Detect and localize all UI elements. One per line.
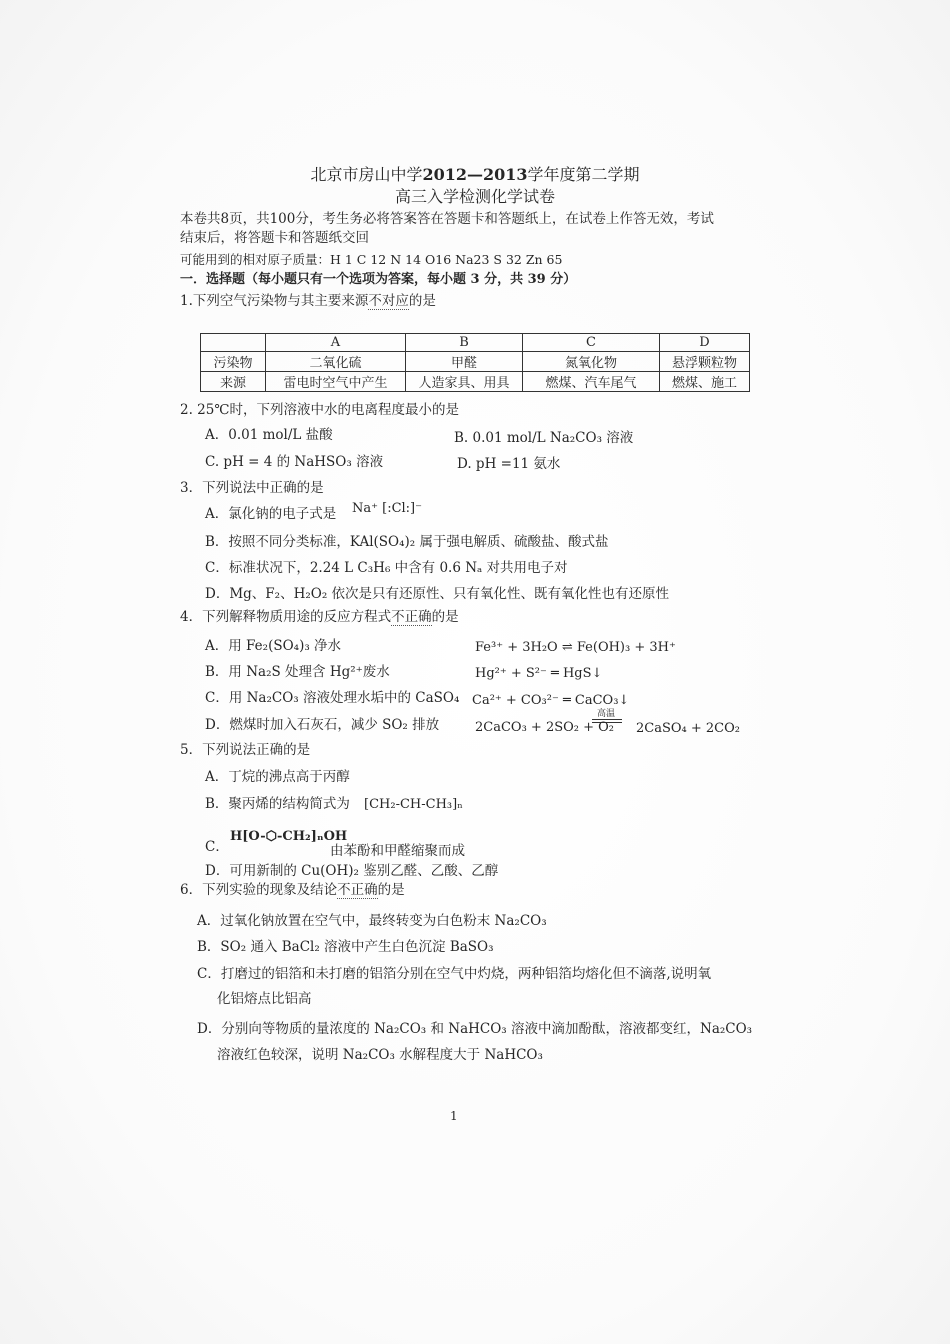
q1-table xyxy=(200,333,750,392)
q4-stem-part-a: 4．下列解释物质用途的反应方程式 xyxy=(180,609,392,625)
q4-stem-part-b: 的是 xyxy=(431,609,459,625)
table-cell: 燃煤、汽车尾气 xyxy=(523,372,660,392)
table-cell: 甲醛 xyxy=(406,352,523,372)
q4-option-c: C．用 Na₂CO₃ 溶液处理水垢中的 CaSO₄ xyxy=(205,690,460,706)
table-header-cell xyxy=(201,334,266,352)
q4-stem-emphasis: 不正确 xyxy=(391,609,432,625)
table-row xyxy=(201,352,750,372)
q5-option-c-label: C． xyxy=(205,839,229,855)
table-header-cell: D xyxy=(660,334,750,352)
page-number: 1 xyxy=(450,1109,458,1123)
q5-polypropylene-formula: [CH₂-CH-CH₃]ₙ xyxy=(364,797,463,812)
q3-option-c: C．标准状况下，2.24 L C₃H₆ 中含有 0.6 Nₐ 对共用电子对 xyxy=(205,560,568,576)
table-cell: 雷电时空气中产生 xyxy=(266,372,406,392)
q1-stem xyxy=(180,292,436,310)
q5-option-d: D．可用新制的 Cu(OH)₂ 鉴别乙醛、乙酸、乙醇 xyxy=(205,863,499,879)
instructions-line1: 本卷共8页，共100分，考生务必将答案答在答题卡和答题纸上，在试卷上作答无效，考试 xyxy=(180,211,714,227)
q6-option-c-line2: 化铝熔点比铝高 xyxy=(217,991,312,1007)
section1-heading: 一．选择题（每小题只有一个选项为答案，每小题 3 分，共 39 分） xyxy=(180,272,577,287)
q3-option-a: A．氯化钠的电子式是 xyxy=(205,506,337,522)
q4-equation-d-right: 2CaSO₄ + 2CO₂ xyxy=(636,721,740,736)
q4-equation-d-left: 2CaCO₃ + 2SO₂ + O₂ xyxy=(475,720,615,735)
q4-stem xyxy=(180,608,459,626)
q5-option-a: A．丁烷的沸点高于丙醇 xyxy=(205,769,350,785)
q5-option-b: B．聚丙烯的结构简式为 xyxy=(205,796,350,812)
q6-option-c-line1: C．打磨过的铝箔和未打磨的铝箔分别在空气中灼烧，两种铝箔均熔化但不滴落,说明氧 xyxy=(197,966,712,982)
table-cell: 氮氧化物 xyxy=(523,352,660,372)
q1-stem-part-a: 1.下列空气污染物与其主要来源 xyxy=(180,293,369,309)
exam-subtitle: 高三入学检测化学试卷 xyxy=(394,187,555,206)
q4-option-a: A．用 Fe₂(SO₄)₃ 净水 xyxy=(205,638,342,654)
q6-stem xyxy=(180,881,405,899)
q3-electron-formula: Na⁺ [:Cl:]⁻ xyxy=(352,501,422,516)
q4-equation-c: Ca²⁺ + CO₃²⁻ ═ CaCO₃↓ xyxy=(472,693,630,708)
q4-option-b: B．用 Na₂S 处理含 Hg²⁺废水 xyxy=(205,664,390,680)
q2-option-b: B. 0.01 mol/L Na₂CO₃ 溶液 xyxy=(454,430,634,446)
q6-option-a: A．过氧化钠放置在空气中，最终转变为白色粉末 Na₂CO₃ xyxy=(197,913,547,929)
table-cell: 悬浮颗粒物 xyxy=(660,352,750,372)
q1-stem-part-b: 的是 xyxy=(408,293,436,309)
q3-stem: 3．下列说法中正确的是 xyxy=(180,480,324,496)
q2-option-d: D. pH =11 氨水 xyxy=(457,456,561,472)
q6-stem-part-b: 的是 xyxy=(377,882,405,898)
title-years: 2012—2013 xyxy=(422,165,528,184)
title-suffix: 学年度第二学期 xyxy=(527,165,640,184)
title-prefix: 北京市房山中学 xyxy=(310,165,423,184)
q2-option-c: C. pH = 4 的 NaHSO₃ 溶液 xyxy=(205,454,384,470)
table-row xyxy=(201,334,750,352)
q3-option-d: D．Mg、F₂、H₂O₂ 依次是只有还原性、只有氧化性、既有氧化性也有还原性 xyxy=(205,586,670,602)
q3-option-b: B．按照不同分类标准，KAl(SO₄)₂ 属于强电解质、硫酸盐、酸式盐 xyxy=(205,534,609,550)
q4-equation-b: Hg²⁺ + S²⁻ ═ HgS↓ xyxy=(475,666,603,681)
q5-polymer-structure: H[O-⬡-CH₂]ₙOH xyxy=(230,829,348,844)
table-cell: 燃煤、施工 xyxy=(660,372,750,392)
q6-option-b: B．SO₂ 通入 BaCl₂ 溶液中产生白色沉淀 BaSO₃ xyxy=(197,939,494,955)
q6-stem-emphasis: 不正确 xyxy=(337,882,378,898)
q2-stem: 2. 25℃时，下列溶液中水的电离程度最小的是 xyxy=(180,402,459,418)
q6-option-d-line1: D．分别向等物质的量浓度的 Na₂CO₃ 和 NaHCO₃ 溶液中滴加酚酞，溶液都变红，Na₂CO₃ xyxy=(197,1021,753,1037)
table-cell: 污染物 xyxy=(201,352,266,372)
table-row xyxy=(201,372,750,392)
table-cell: 二氧化硫 xyxy=(266,352,406,372)
q4-condition-label: 高温 xyxy=(597,709,616,719)
q6-option-d-line2: 溶液红色较深，说明 Na₂CO₃ 水解程度大于 NaHCO₃ xyxy=(217,1047,543,1063)
table-header-cell: A xyxy=(266,334,406,352)
table-cell: 人造家具、用具 xyxy=(406,372,523,392)
instructions-line2: 结束后，将答题卡和答题纸交回 xyxy=(180,230,369,246)
table-cell: 来源 xyxy=(201,372,266,392)
table-header-cell: C xyxy=(523,334,660,352)
q5-option-c-text: 由苯酚和甲醛缩聚而成 xyxy=(330,843,465,859)
q5-stem: 5．下列说法正确的是 xyxy=(180,742,311,758)
q4-equation-a: Fe³⁺ + 3H₂O ⇌ Fe(OH)₃ + 3H⁺ xyxy=(475,640,676,655)
exam-title xyxy=(0,166,950,184)
q4-option-d: D．燃煤时加入石灰石，减少 SO₂ 排放 xyxy=(205,717,440,733)
atomic-mass-line: 可能用到的相对原子质量：H 1 C 12 N 14 O16 Na23 S 32 Zn 65 xyxy=(180,252,563,267)
q2-option-a: A．0.01 mol/L 盐酸 xyxy=(205,427,333,443)
table-header-cell: B xyxy=(406,334,523,352)
q1-stem-emphasis: 不对应 xyxy=(368,293,409,309)
q6-stem-part-a: 6．下列实验的现象及结论 xyxy=(180,882,338,898)
